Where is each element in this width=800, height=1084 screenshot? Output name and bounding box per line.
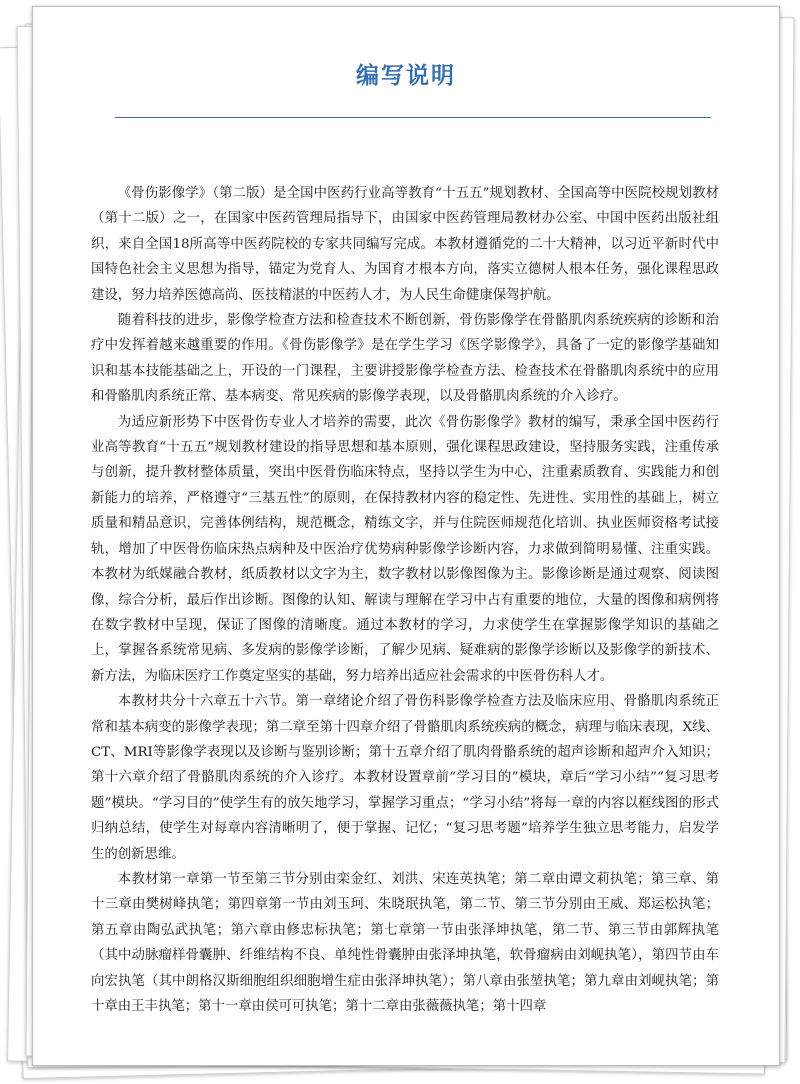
paragraph-2: 随着科技的进步，影像学检查方法和检查技术不断创新，骨伤影像学在骨骼肌肉系统疾病的诊断和治疗中发挥着越来越重要的作用。《骨伤影像学》是在学生学习《医学影像学》，具备了一定的影像学基础知识和基本技能基础之上，开设的一门课程，主要讲授影像学检查方法、检查技术在骨骼肌肉系统中的应用和骨骼肌肉系统正常、基本病变、常见疾病的影像学表现，以及骨骼肌肉系统的介入诊疗。 <box>91 313 719 405</box>
document-page <box>32 6 780 1066</box>
paragraph-1: 《骨伤影像学》（第二版）是全国中医药行业高等教育“十五五”规划教材、全国高等中医院校规划教材（第十二版）之一，在国家中医药管理局指导下，由国家中医药管理局教材办公室、中国中医药出版社组织，来自全国18所高等中医药院校的专家共同编写完成。本教材遵循党的二十大精神，以习近平新时代中国特色社会主义思想为指导，锚定为党育人、为国育才根本方向，落实立德树人根本任务，强化课程思政建设，努力培养医德高尚、医技精湛的中医药人才，为人民生命健康保驾护航。 <box>91 186 719 303</box>
paragraph-5: 本教材第一章第一节至第三节分别由栾金红、刘洪、宋连英执笔；第二章由谭文莉执笔；第三章、第十三章由樊树峰执笔；第四章第一节由刘玉珂、朱晓珉执笔，第二节、第三节分别由王威、郑运松执笔；第五章由陶弘武执笔；第六章由修忠标执笔；第七章第一节由张泽坤执笔，第二节、第三节由郭辉执笔（其中动脉瘤样骨囊肿、纤维结构不良、单纯性骨囊肿由张泽坤执笔，软骨瘤病由刘岘执笔），第四节由车向宏执笔（其中朗格汉斯细胞组织细胞增生症由张泽坤执笔）；第八章由张堃执笔；第九章由刘岘执笔；第十章由王丰执笔；第十一章由侯可可执笔；第十二章由张薇薇执笔；第十四章 <box>91 871 719 1014</box>
title-divider <box>115 117 711 118</box>
page-title: 编写说明 <box>356 63 456 89</box>
paragraph-4: 本教材共分十六章五十六节。第一章绪论介绍了骨伤科影像学检查方法及临床应用、骨骼肌肉系统正常和基本病变的影像学表现；第二章至第十四章介绍了骨骼肌肉系统疾病的概念，病理与临床表现，X线、CT、MRI等影像学表现以及诊断与鉴别诊断；第十五章介绍了肌肉骨骼系统的超声诊断和超声介入知识；第十六章介绍了骨骼肌肉系统的介入诊疗。本教材设置章前“学习目的”模块，章后“学习小结”“复习思考题”模块。“学习目的”使学生有的放矢地学习，掌握学习重点；“学习小结”将每一章的内容以框线图的形式归纳总结，使学生对每章内容清晰明了，便于掌握、记忆；“复习思考题”培养学生独立思考能力，启发学生的创新思维。 <box>91 694 719 862</box>
document-body <box>91 181 719 1019</box>
paragraph-3: 为适应新形势下中医骨伤专业人才培养的需要，此次《骨伤影像学》教材的编写，秉承全国中医药行业高等教育“十五五”规划教材建设的指导思想和基本原则，强化课程思政建设，坚持服务实践，注重传承与创新，提升教材整体质量，突出中医骨伤临床特点，坚持以学生为中心，注重素质教育、实践能力和创新能力的培养，严格遵守“三基五性”的原则，在保持教材内容的稳定性、先进性、实用性的基础上，树立质量和精品意识，完善体例结构，规范概念，精练文字，并与住院医师规范化培训、执业医师资格考试接轨，增加了中医骨伤临床热点病种及中医治疗优势病种影像学诊断内容，力求做到简明易懂、注重实践。本教材为纸媒融合教材，纸质教材以文字为主，数字教材以影像图像为主。影像诊断是通过观察、阅读图像，综合分析，最后作出诊断。图像的认知、解读与理解在学习中占有重要的地位，大量的图像和病例将在数字教材中呈现，保证了图像的清晰度。通过本教材的学习，力求使学生在掌握影像学知识的基础之上，掌握各系统常见病、多发病的影像学诊断，了解少见病、疑难病的影像学诊断以及影像学的新技术、新方法，为临床医疗工作奠定坚实的基础，努力培养出适应社会需求的中医骨伤科人才。 <box>91 414 719 684</box>
